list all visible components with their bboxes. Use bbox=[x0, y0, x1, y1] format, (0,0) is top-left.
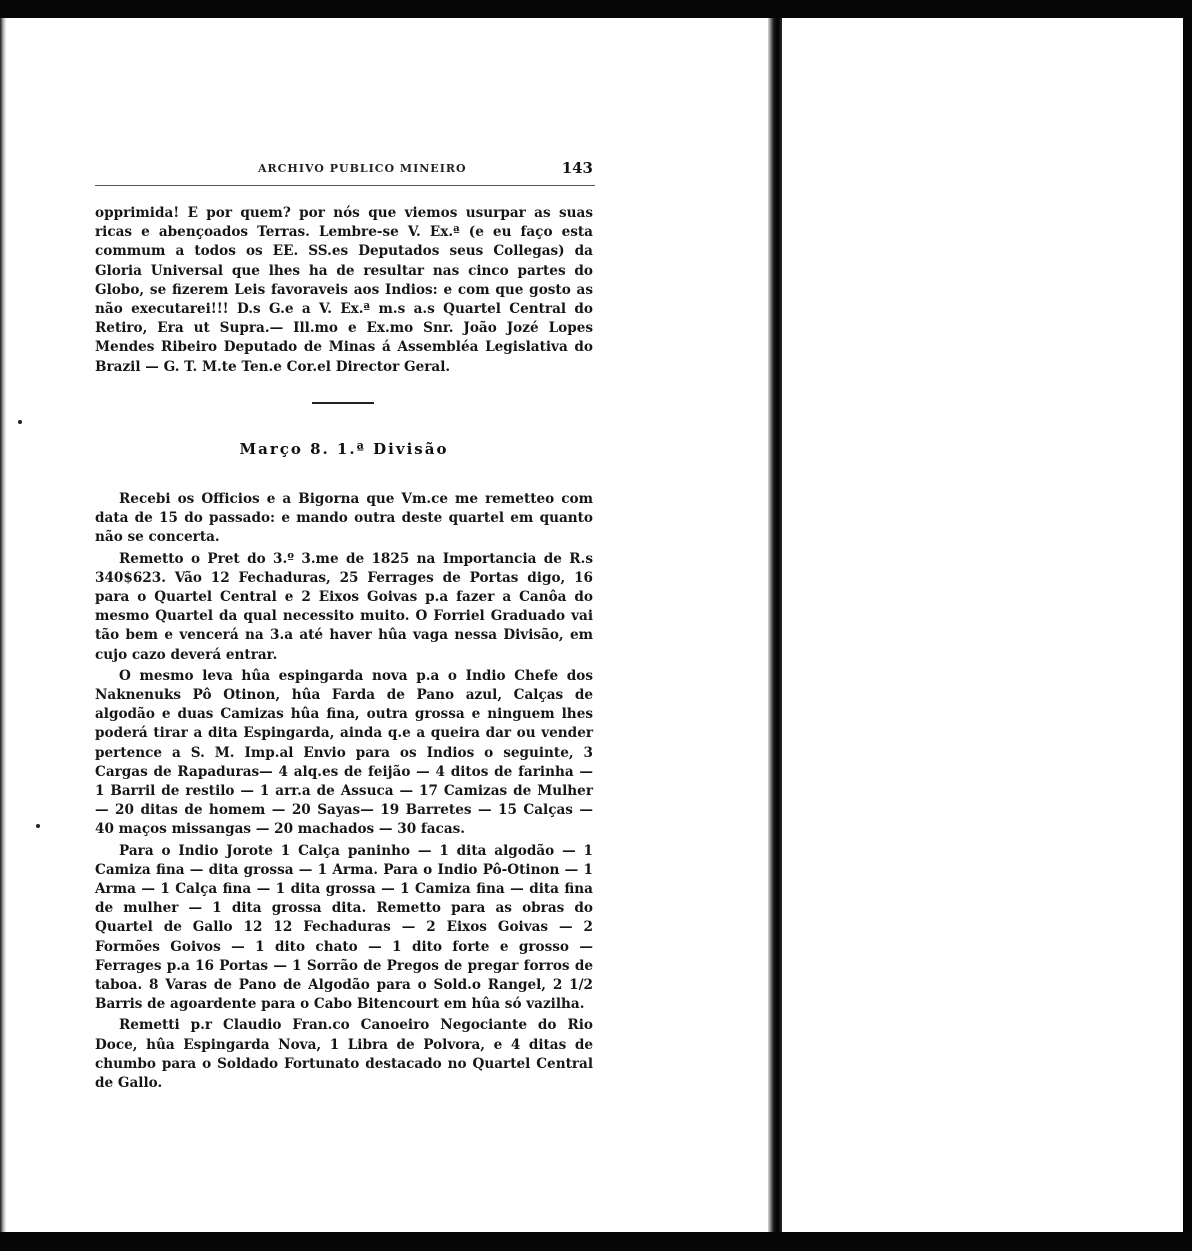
section-divider bbox=[312, 402, 374, 404]
paragraph-1: Recebi os Officios e a Bigorna que Vm.ce me remetteo com data de 15 do passado: e mando outra deste quartel em quanto não se concerta. bbox=[95, 491, 593, 546]
book-gutter bbox=[768, 18, 782, 1232]
scan-speck bbox=[36, 824, 40, 828]
paragraph-5: Remetti p.r Claudio Fran.co Canoeiro Negociante do Rio Doce, hûa Espingarda Nova, 1 Libra de Polvora, e 4 ditas de chumbo para o Soldado Fortunato destacado no Quartel Central de Gallo. bbox=[95, 1017, 593, 1092]
paragraph-3: O mesmo leva hûa espingarda nova p.a o Indio Chefe dos Naknenuks Pô Otinon, hûa Farda de Pano azul, Calças de algodão e duas Camizas hûa fina, outra grossa e ninguem lhes poderá tirar a dita Espingarda, ainda q.e a queira dar ou vender pertence a S. M. Imp.al Envio para os Indios o seguinte, 3 Cargas de Rapaduras— 4 alq.es de feijão — 4 ditos de farinha — 1 Barril de restilo — 1 arr.a de Assuca — 17 Camizas de Mulher — 20 ditas de homem — 20 Sayas— 19 Barretes — 15 Calças — 40 maços missangas — 20 machados — 30 facas. bbox=[95, 667, 593, 838]
page-number: 143 bbox=[561, 159, 593, 177]
running-header bbox=[95, 157, 595, 186]
scan-bottom-border bbox=[0, 1232, 1192, 1251]
scan-top-border bbox=[0, 0, 1192, 18]
paragraph-2: Remetto o Pret do 3.º 3.me de 1825 na Importancia de R.s 340$623. Vão 12 Fechaduras, 25 Ferrages de Portas digo, 16 para o Quartel Central e 2 Eixos Goivas p.a fazer a Canôa do mesmo Quartel da qual necessito muito. O Forriel Graduado vai tão bem e vencerá na 3.a até haver hûa vaga nessa Divisão, em cujo cazo deverá entrar. bbox=[95, 550, 593, 663]
paragraph-4: Para o Indio Jorote 1 Calça paninho — 1 dita algodão — 1 Camiza fina — dita grossa — 1 Arma. Para o Indio Pô-Otinon — 1 Arma — 1 Calça fina — 1 dita grossa — 1 Camiza fina — dita fina de mulher — 1 dita grossa dita. Remetto para as obras do Quartel de Gallo 12 12 Fechaduras — 2 Eixos Goivas — 2 Formões Goivos — 1 dito chato — 1 dito forte e grosso — Ferrages p.a 16 Portas — 1 Sorrão de Pregos de pregar forros de taboa. 8 Varas de Pano de Algodão para o Sold.o Rangel, 2 1/2 Barris de agoardente para o Cabo Bitencourt em hûa só vazilha. bbox=[95, 842, 593, 1013]
scan-left-edge bbox=[0, 18, 6, 1232]
section-body bbox=[95, 490, 593, 1093]
running-title: ARCHIVO PUBLICO MINEIRO bbox=[258, 162, 467, 175]
letter-ending-paragraph: opprimida! E por quem? por nós que viemos usurpar as suas ricas e abençoados Terras. Lembre-se V. Ex.ª (e eu faço esta commum a todos os EE. SS.es Deputados seus Collegas) da Gloria Universal que lhes ha de resultar nas cinco partes do Globo, se fizerem Leis favoraveis aos Indios: e com que gosto as não executarei!!! D.s G.e a V. Ex.ª m.s a.s Quartel Central do Retiro, Era ut Supra.— Ill.mo e Ex.mo Snr. João Jozé Lopes Mendes Ribeiro Deputado de Minas á Assembléa Legislativa do Brazil — G. T. M.te Ten.e Cor.el Director Geral. bbox=[95, 205, 593, 375]
scan-speck bbox=[18, 420, 22, 424]
section-heading: Março 8. 1.ª Divisão bbox=[239, 440, 449, 458]
scan-right-border bbox=[1183, 18, 1192, 1232]
letter-ending bbox=[95, 204, 593, 377]
